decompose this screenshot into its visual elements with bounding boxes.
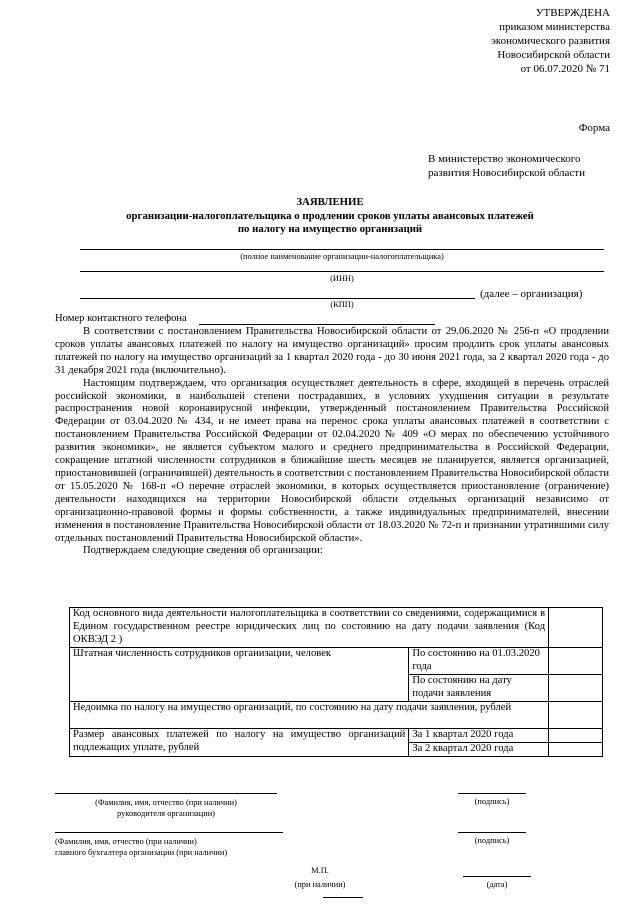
advance-q1-value[interactable]	[549, 728, 603, 742]
advance-q1-label: За 1 квартал 2020 года	[409, 728, 549, 742]
head-sign-line[interactable]	[458, 793, 526, 794]
advance-label: Размер авансовых платежей по налогу на имущество организаций подлежащих уплате, рублей	[70, 728, 409, 756]
addressee-line: развития Новосибирской области	[428, 167, 585, 179]
kpp-line[interactable]	[80, 298, 475, 299]
stamp-caption: (при наличии)	[294, 880, 346, 889]
phone-label: Номер контактного телефона	[55, 313, 187, 324]
title-subtitle: по налогу на имущество организаций	[237, 223, 423, 235]
addressee-line: В министерство экономического	[428, 153, 581, 165]
caption-line: (Фамилия, имя, отчество (при наличии)	[55, 837, 197, 846]
inn-line[interactable]	[80, 271, 604, 272]
stamp-label: М.П.	[311, 866, 329, 875]
accountant-name-line[interactable]	[55, 832, 283, 833]
title-heading: ЗАЯВЛЕНИЕ	[296, 196, 364, 208]
approval-block	[390, 6, 610, 76]
okved-label: Код основного вида деятельности налогоплательщика в соответствии со сведениями, содержащимися в Едином государственном реестре юридических лиц по состоянию на дату подачи заявления (Код ОКВЭД 2 )	[70, 608, 549, 648]
title-subtitle: организации-налогоплательщика о продлении сроков уплаты авансовых платежей	[126, 209, 534, 222]
form-label: Форма	[578, 122, 610, 134]
staff-date-1-value[interactable]	[549, 647, 603, 674]
info-table	[69, 607, 603, 757]
arrears-label: Недоимка по налогу на имущество организаций, по состоянию на дату подачи заявления, рублей	[70, 701, 549, 728]
table-row	[70, 701, 603, 728]
date-caption: (дата)	[486, 880, 508, 889]
inn-caption: (ИНН)	[330, 274, 354, 283]
approval-line: экономического развития	[491, 35, 610, 47]
accountant-caption	[55, 836, 295, 858]
head-name-line[interactable]	[55, 793, 277, 794]
accountant-sign-line[interactable]	[458, 832, 526, 833]
phone-line[interactable]	[199, 324, 435, 325]
okved-value[interactable]	[549, 608, 603, 648]
approval-line: Новосибирской области	[497, 49, 610, 61]
caption-line: (Фамилия, имя, отчество (при наличии)	[95, 798, 237, 807]
head-sign-caption: (подпись)	[474, 797, 510, 806]
date-line[interactable]	[463, 876, 531, 877]
paragraph: Подтверждаем следующие сведения об организации:	[83, 545, 323, 557]
table-row	[70, 647, 603, 674]
advance-q2-value[interactable]	[549, 742, 603, 756]
kpp-suffix: (далее – организация)	[480, 288, 583, 300]
table-row	[70, 728, 603, 742]
kpp-caption: (КПП)	[330, 300, 354, 309]
approval-date: от 06.07.2020 № 71	[520, 63, 610, 75]
org-name-line[interactable]	[80, 249, 604, 250]
caption-line: главного бухгалтера организации (при наличии)	[55, 848, 228, 857]
arrears-value[interactable]	[549, 701, 603, 728]
stamp-underline	[323, 897, 363, 898]
staff-date-2-value[interactable]	[549, 674, 603, 701]
paragraph: В соответствии с постановлением Правительства Новосибирской области от 29.06.2020 № 256-п «О продлении сроков уплаты авансовых платежей по налогу на имущество организаций» просим продлить срок уплаты авансовых платежей по налогу на имущество организаций за 1 квартал 2020 года - до 30 июня 2021 года, за 2 квартал 2020 года - до 31 декабря 2021 года (включительно).	[55, 326, 609, 376]
paragraph: Настоящим подтверждаем, что организация осуществляет деятельность в сфере, входящей в перечень отраслей российской экономики, в наибольшей степени пострадавших, в условиях ухудшения ситуации в результате распространения новой коронавирусной инфекции, утвержденный постановлением Правительства Российской Федерации от 03.04.2020 № 434, и не имеет права на перенос срока уплаты авансовых платежей в соответствии с постановлением Правительства Российской Федерации от 02.04.2020 № 409 «О мерах по обеспечению устойчивого развития экономики», не является субъектом малого и среднего предпринимательства в Российской Федерации, сокращение штатной численности сотрудников в ближайшие шесть месяцев не планируется, является организацией, приостановившей (ограничившей) деятельность в соответствии с постановлением Правительства Новосибирской области от 15.05.2020 № 168-п «О перечне отраслей экономики, в которых осуществляется приостановление (ограничение) деятельности находящихся на территории Новосибирской области отдельных организаций независимо от организационно-правовой формы и формы собственности, а также индивидуальных предпринимателей, внесении изменения в постановление Правительства Новосибирской области от 18.03.2020 № 72-п и признании утратившими силу отдельных постановлений Правительства Новосибирской области».	[55, 377, 609, 544]
advance-q2-label: За 2 квартал 2020 года	[409, 742, 549, 756]
staff-date-2-label: По состоянию на дату подачи заявления	[409, 674, 549, 701]
document-title	[40, 196, 620, 237]
head-caption	[55, 797, 277, 819]
accountant-sign-caption: (подпись)	[474, 836, 510, 845]
staff-label: Штатная численность сотрудников организации, человек	[70, 647, 409, 701]
approval-line: приказом министерства	[499, 21, 610, 33]
approval-heading: УТВЕРЖДЕНА	[535, 7, 610, 19]
staff-date-1-label: По состоянию на 01.03.2020 года	[409, 647, 549, 674]
table-row	[70, 608, 603, 648]
caption-line: руководителя организации)	[117, 809, 215, 818]
body-text	[55, 326, 609, 558]
addressee-block	[428, 152, 585, 180]
org-name-caption: (полное наименование организации-налогоплательщика)	[240, 252, 444, 261]
